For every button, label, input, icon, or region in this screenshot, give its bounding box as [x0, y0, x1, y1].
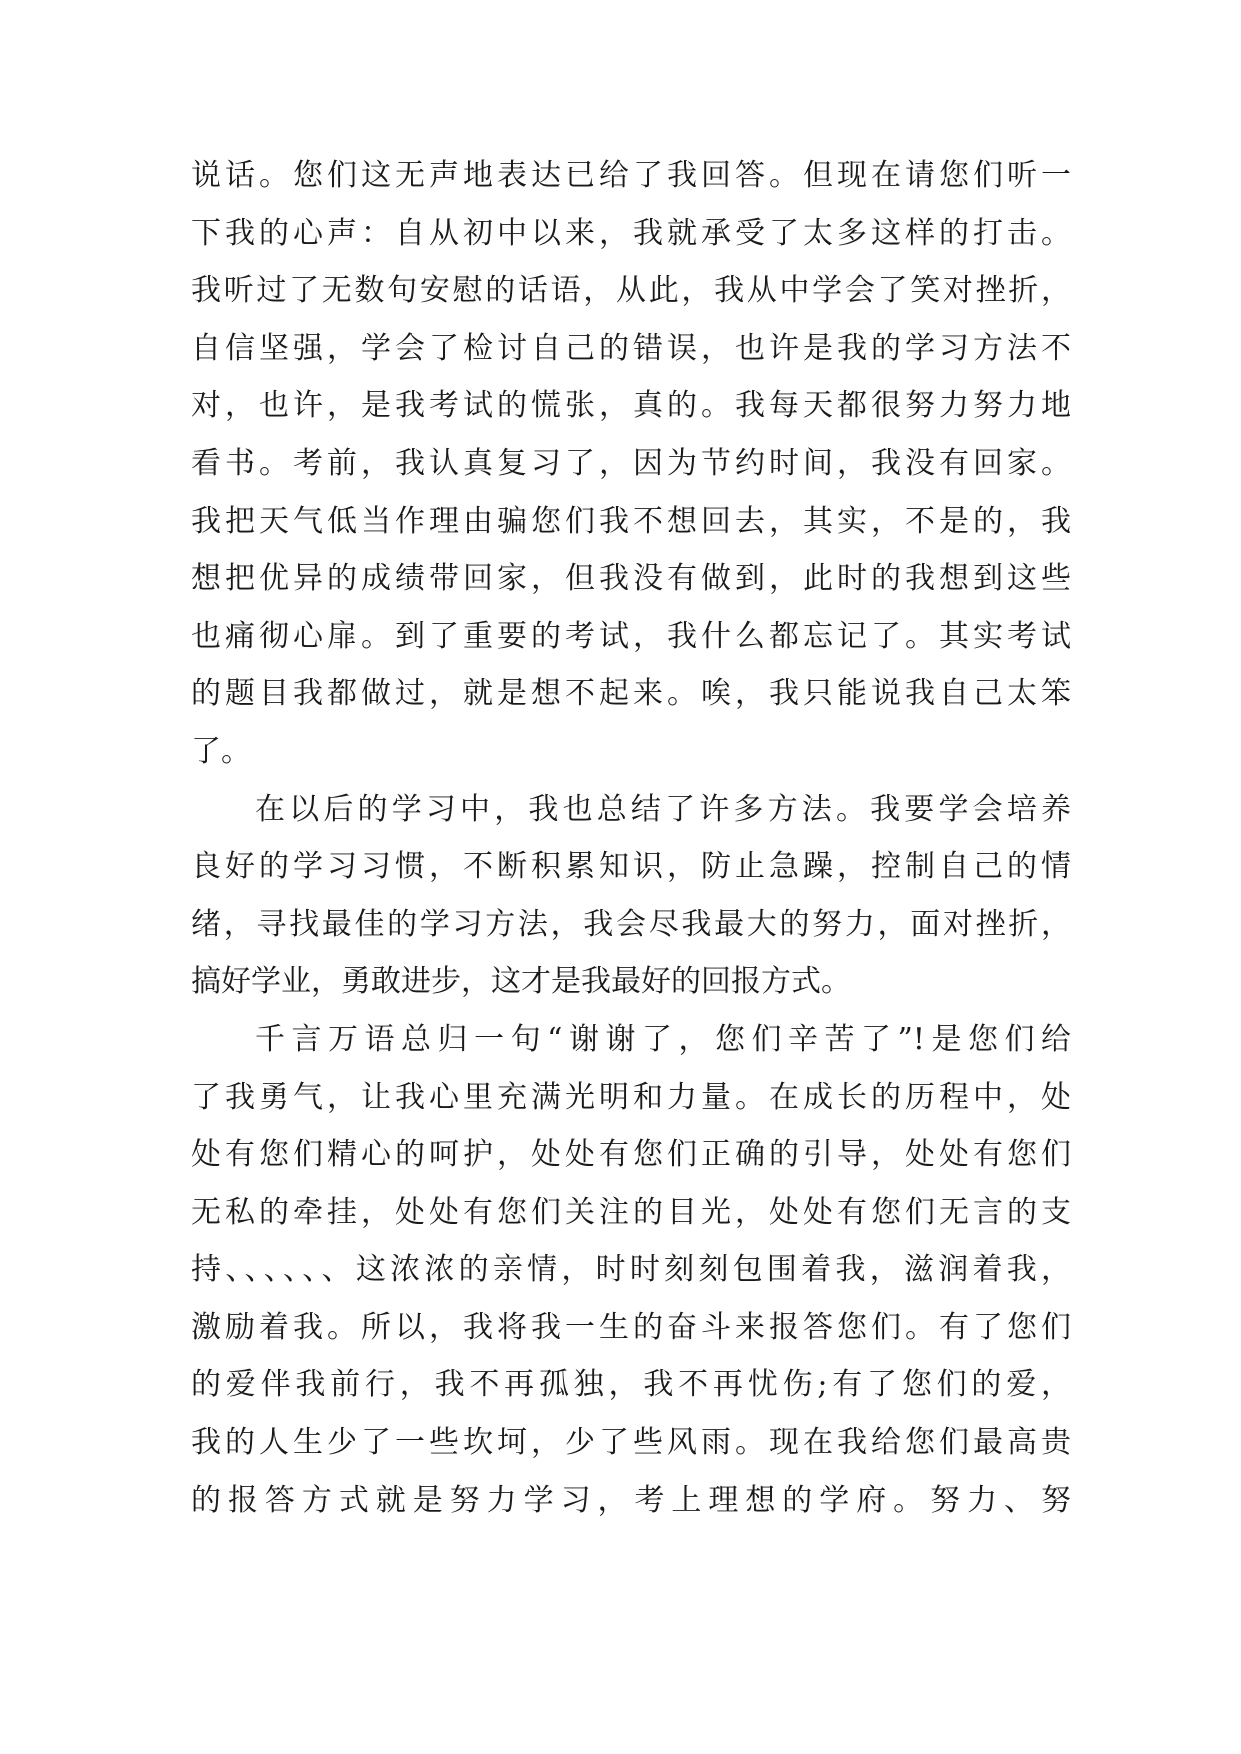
text-line: 对，也许，是我考试的慌张，真的。我每天都很努力努力地 — [191, 388, 1071, 424]
text-line: 看书。考前，我认真复习了，因为节约时间，我没有回家。 — [191, 445, 1071, 481]
text-line: 说话。您们这无声地表达已给了我回答。但现在请您们听一 — [191, 158, 1071, 193]
text-line: 我的人生少了一些坎坷，少了些风雨。现在我给您们最高贵 — [191, 1425, 1071, 1461]
text-line: 了。 — [191, 733, 251, 769]
text-line: 我把天气低当作理由骗您们我不想回去，其实，不是的，我 — [191, 503, 1071, 539]
text-line: 的爱伴我前行，我不再孤独，我不再忧伤;有了您们的爱， — [191, 1367, 1071, 1403]
text-line: 在以后的学习中，我也总结了许多方法。我要学会培养 — [255, 791, 1071, 827]
text-line: 的题目我都做过，就是想不起来。唉，我只能说我自己太笨 — [191, 676, 1071, 712]
text-line: 绪，寻找最佳的学习方法，我会尽我最大的努力，面对挫折， — [191, 906, 1071, 942]
text-line: 的报答方式就是努力学习，考上理想的学府。努力、努 — [191, 1482, 1071, 1518]
body-text — [191, 147, 1071, 1529]
text-line: 想把优异的成绩带回家，但我没有做到，此时的我想到这些 — [191, 561, 1071, 597]
text-line: 持、、、、、、这浓浓的亲情，时时刻刻包围着我，滋润着我， — [191, 1252, 1071, 1288]
text-line: 千言万语总归一句“谢谢了，您们辛苦了”!是您们给 — [255, 1021, 1071, 1057]
text-line: 处有您们精心的呵护，处处有您们正确的引导，处处有您们 — [191, 1137, 1071, 1173]
text-line: 无私的牵挂，处处有您们关注的目光，处处有您们无言的支 — [191, 1194, 1071, 1230]
text-line: 激励着我。所以，我将我一生的奋斗来报答您们。有了您们 — [191, 1309, 1071, 1345]
text-line: 了我勇气，让我心里充满光明和力量。在成长的历程中，处 — [191, 1079, 1071, 1115]
text-line: 我听过了无数句安慰的话语，从此，我从中学会了笑对挫折， — [191, 273, 1071, 309]
text-line: 也痛彻心扉。到了重要的考试，我什么都忘记了。其实考试 — [191, 618, 1071, 654]
text-line: 下我的心声：自从初中以来，我就承受了太多这样的打击。 — [191, 215, 1071, 251]
text-line: 自信坚强，学会了检讨自己的错误，也许是我的学习方法不 — [191, 330, 1071, 366]
text-line: 搞好学业，勇敢进步，这才是我最好的回报方式。 — [191, 964, 851, 1000]
text-line: 良好的学习习惯，不断积累知识，防止急躁，控制自己的情 — [191, 849, 1071, 885]
